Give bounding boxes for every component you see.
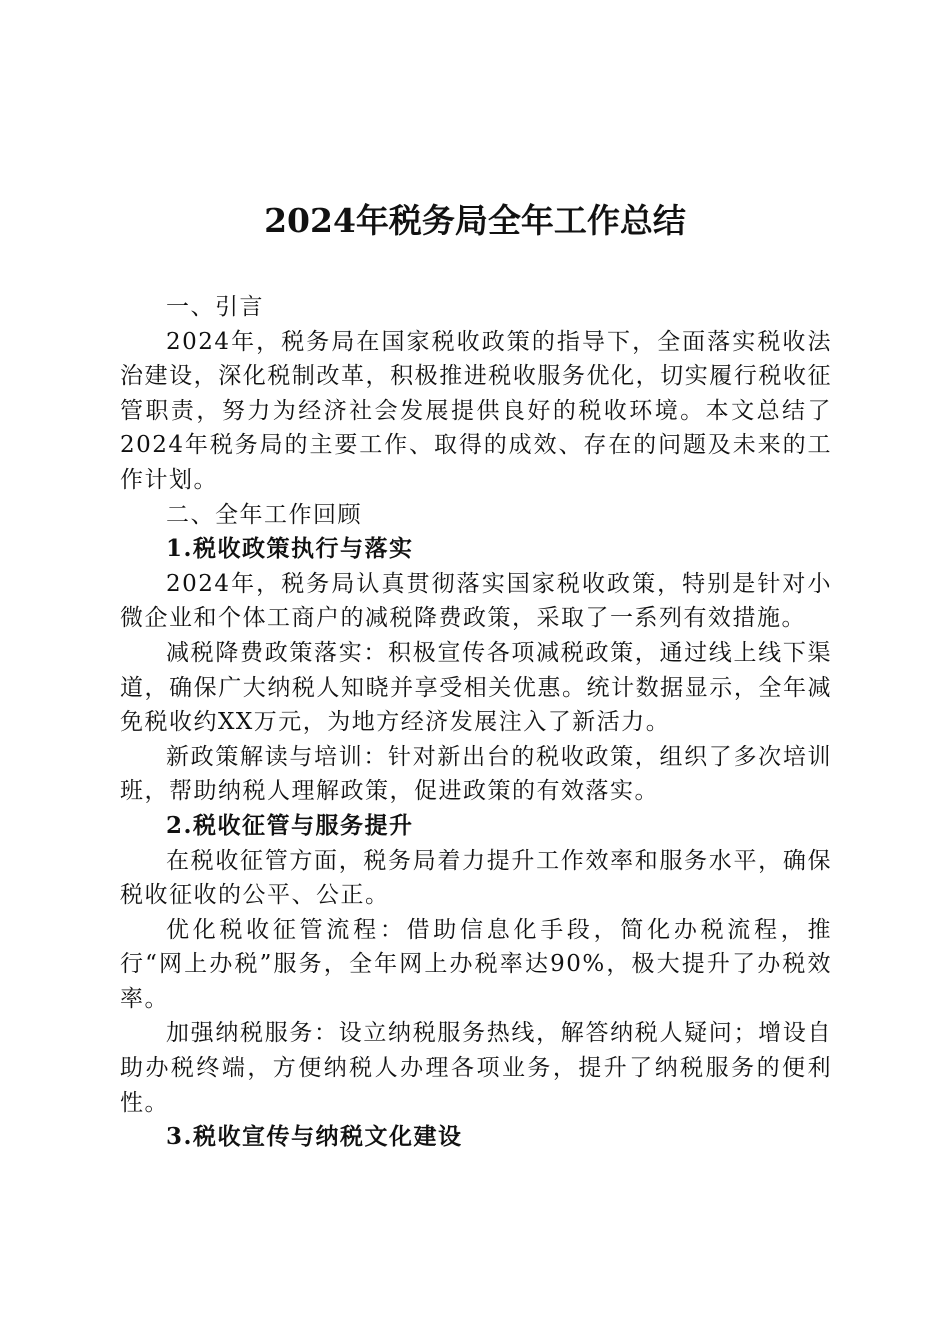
paragraph-policy-execution: 2024年，税务局认真贯彻落实国家税收政策，特别是针对小微企业和个体工商户的减税降费政策，采取了一系列有效措施。 — [120, 570, 832, 632]
paragraph-collection-intro: 在税收征管方面，税务局着力提升工作效率和服务水平，确保税收征收的公平、公正。 — [120, 847, 832, 909]
section-heading-introduction: 一、引言 — [166, 294, 264, 320]
paragraph-introduction: 2024年，税务局在国家税收政策的指导下，全面落实税收法治建设，深化税制改革，积极推进税收服务优化，切实履行税收征管职责，努力为经济社会发展提供良好的税收环境。本文总结了2024年税务局的主要工作、取得的成效、存在的问题及未来的工作计划。 — [120, 328, 832, 493]
paragraph-tax-reduction: 减税降费政策落实：积极宣传各项减税政策，通过线上线下渠道，确保广大纳税人知晓并享受相关优惠。统计数据显示，全年减免税收约XX万元，为地方经济发展注入了新活力。 — [120, 639, 832, 736]
subheading-publicity-culture: 3.税收宣传与纳税文化建设 — [166, 1123, 463, 1151]
document-title: 2024年税务局全年工作总结 — [264, 201, 686, 240]
paragraph-policy-training: 新政策解读与培训：针对新出台的税收政策，组织了多次培训班，帮助纳税人理解政策，促进政策的有效落实。 — [120, 743, 832, 805]
section-heading-review: 二、全年工作回顾 — [166, 501, 362, 528]
paragraph-taxpayer-service: 加强纳税服务：设立纳税服务热线，解答纳税人疑问；增设自助办税终端，方便纳税人办理各项业务，提升了纳税服务的便利性。 — [120, 1020, 832, 1116]
subheading-collection-service: 2.税收征管与服务提升 — [166, 811, 414, 839]
paragraph-process-optimization: 优化税收征管流程：借助信息化手段，简化办税流程，推行“网上办税”服务，全年网上办税率达90%，极大提升了办税效率。 — [120, 916, 832, 1012]
document-body — [120, 290, 832, 1155]
subheading-policy-execution: 1.税收政策执行与落实 — [166, 535, 414, 563]
